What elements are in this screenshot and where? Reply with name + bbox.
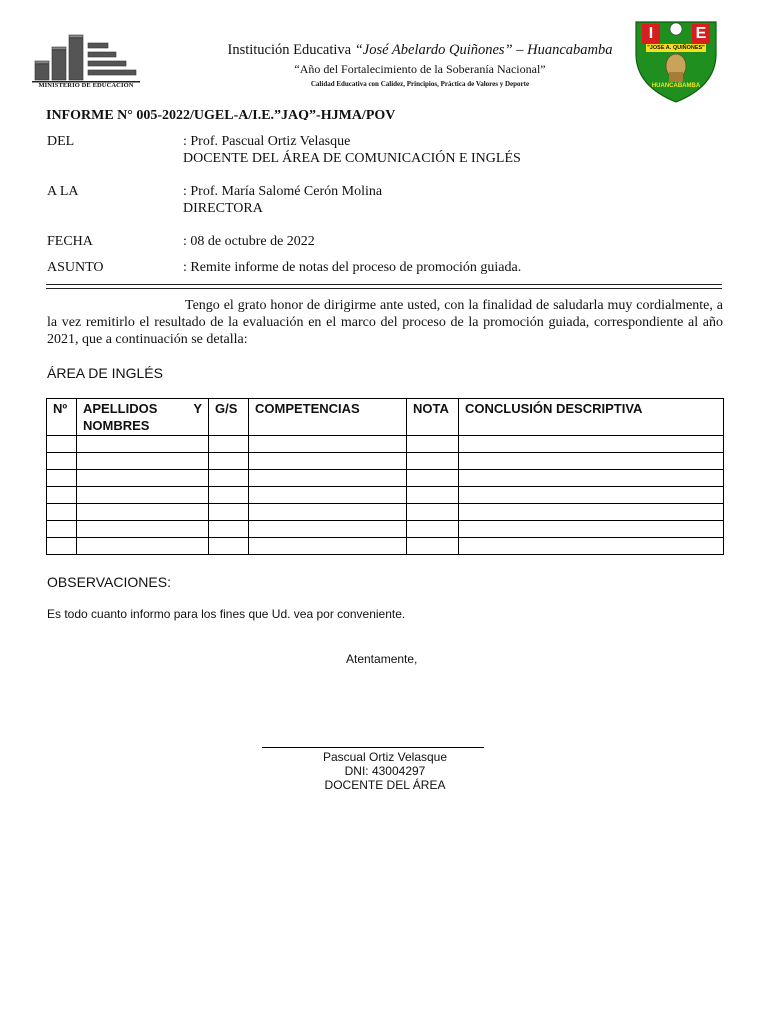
signature-dni: DNI: 43004297 xyxy=(344,764,426,778)
col-header-competencias: COMPETENCIAS xyxy=(249,399,407,436)
table-row xyxy=(47,538,724,555)
observaciones-label: OBSERVACIONES: xyxy=(47,574,171,590)
table-cell xyxy=(47,436,77,453)
table-cell xyxy=(459,538,724,555)
table-cell xyxy=(47,487,77,504)
table-cell xyxy=(209,453,249,470)
table-cell xyxy=(77,470,209,487)
table-cell xyxy=(47,521,77,538)
field-label-del: DEL xyxy=(47,134,75,149)
table-cell xyxy=(407,521,459,538)
table-cell xyxy=(407,436,459,453)
field-value-asunto: : Remite informe de notas del proceso de promoción guiada. xyxy=(183,260,522,275)
table-cell xyxy=(249,487,407,504)
signature-line xyxy=(262,747,484,748)
body-paragraph-text: Tengo el grato honor de dirigirme ante usted, con la finalidad de saludarla muy cordialmente, a la vez remitirlo el resultado de la evaluación en el marco del proceso de la promoción guiada, correspondiente al año 2021, que a continuación se detalla: xyxy=(47,298,723,347)
apellidos-word: APELLIDOS xyxy=(83,401,158,416)
institution-suffix: – Huancabamba xyxy=(512,42,613,58)
table-cell xyxy=(77,521,209,538)
crest-bottom-text: HUANCABAMBA xyxy=(651,83,701,89)
institution-name: “José Abelardo Quiñones” xyxy=(354,42,513,58)
field-label-fecha: FECHA xyxy=(47,234,93,249)
table-cell xyxy=(459,521,724,538)
table-cell xyxy=(459,504,724,521)
field-value-del-role: DOCENTE DEL ÁREA DE COMUNICACIÓN E INGLÉS xyxy=(183,151,521,166)
apellidos-y: Y xyxy=(193,401,202,416)
ministerio-educacion-logo xyxy=(32,30,140,94)
school-motto: Calidad Educativa con Calidez, Principios, Práctica de Valores y Deporte xyxy=(310,80,530,88)
body-paragraph xyxy=(47,297,723,348)
field-label-a-la: A LA xyxy=(47,184,79,199)
col-header-apellidos xyxy=(77,399,209,436)
institution-prefix: Institución Educativa xyxy=(227,42,355,58)
field-label-asunto: ASUNTO xyxy=(47,260,104,275)
table-cell xyxy=(77,436,209,453)
table-cell xyxy=(407,504,459,521)
double-divider xyxy=(46,284,722,289)
institution-line xyxy=(140,42,700,59)
table-row xyxy=(47,504,724,521)
table-cell xyxy=(209,521,249,538)
table-row xyxy=(47,470,724,487)
col-header-num: Nº xyxy=(47,399,77,436)
table-cell xyxy=(77,504,209,521)
area-heading: ÁREA DE INGLÉS xyxy=(47,365,163,381)
field-value-del: : Prof. Pascual Ortiz Velasque xyxy=(183,134,351,149)
table-cell xyxy=(459,453,724,470)
table-row xyxy=(47,521,724,538)
table-row xyxy=(47,487,724,504)
table-cell xyxy=(459,487,724,504)
table-cell xyxy=(249,470,407,487)
table-cell xyxy=(47,504,77,521)
table-cell xyxy=(459,436,724,453)
table-cell xyxy=(209,504,249,521)
table-cell xyxy=(47,538,77,555)
table-cell xyxy=(249,453,407,470)
table-cell xyxy=(77,487,209,504)
col-header-nota: NOTA xyxy=(407,399,459,436)
table-cell xyxy=(249,436,407,453)
table-cell xyxy=(407,470,459,487)
report-title: INFORME N° 005-2022/UGEL-A/I.E.”JAQ”-HJMA/POV xyxy=(46,108,396,120)
table-cell xyxy=(209,470,249,487)
year-slogan: “Año del Fortalecimiento de la Soberanía Nacional” xyxy=(294,62,546,76)
school-crest-logo xyxy=(628,14,724,104)
table-cell xyxy=(209,436,249,453)
closing-sentence: Es todo cuanto informo para los fines que Ud. vea por conveniente. xyxy=(47,607,406,621)
table-row xyxy=(47,436,724,453)
apellidos-first-line xyxy=(83,400,202,417)
table-cell xyxy=(249,504,407,521)
field-value-a-la: : Prof. María Salomé Cerón Molina xyxy=(183,184,383,199)
ministerio-caption: MINISTERIO DE EDUCACIÓN xyxy=(38,82,134,89)
field-value-fecha: : 08 de octubre de 2022 xyxy=(183,234,315,249)
table-cell xyxy=(77,453,209,470)
col-header-gs: G/S xyxy=(209,399,249,436)
atentamente: Atentamente, xyxy=(346,652,418,666)
table-cell xyxy=(47,470,77,487)
table-cell xyxy=(209,487,249,504)
table-cell xyxy=(209,538,249,555)
signature-name: Pascual Ortiz Velasque xyxy=(322,750,448,764)
crest-letter-i: I xyxy=(648,25,654,42)
table-cell xyxy=(407,453,459,470)
table-cell xyxy=(249,521,407,538)
table-row xyxy=(47,453,724,470)
table-cell xyxy=(77,538,209,555)
table-cell xyxy=(407,538,459,555)
apellidos-nombres: NOMBRES xyxy=(83,418,150,433)
signature-role: DOCENTE DEL ÁREA xyxy=(324,778,446,792)
table-header-row xyxy=(47,399,724,436)
table-cell xyxy=(47,453,77,470)
table-cell xyxy=(407,487,459,504)
table-cell xyxy=(459,470,724,487)
crest-banner: "JOSE A. QUIÑONES" xyxy=(647,45,705,51)
col-header-conclusion: CONCLUSIÓN DESCRIPTIVA xyxy=(459,399,724,436)
field-value-a-la-role: DIRECTORA xyxy=(183,201,263,216)
table-cell xyxy=(249,538,407,555)
crest-letter-e: E xyxy=(695,25,707,42)
grades-table xyxy=(46,398,724,555)
